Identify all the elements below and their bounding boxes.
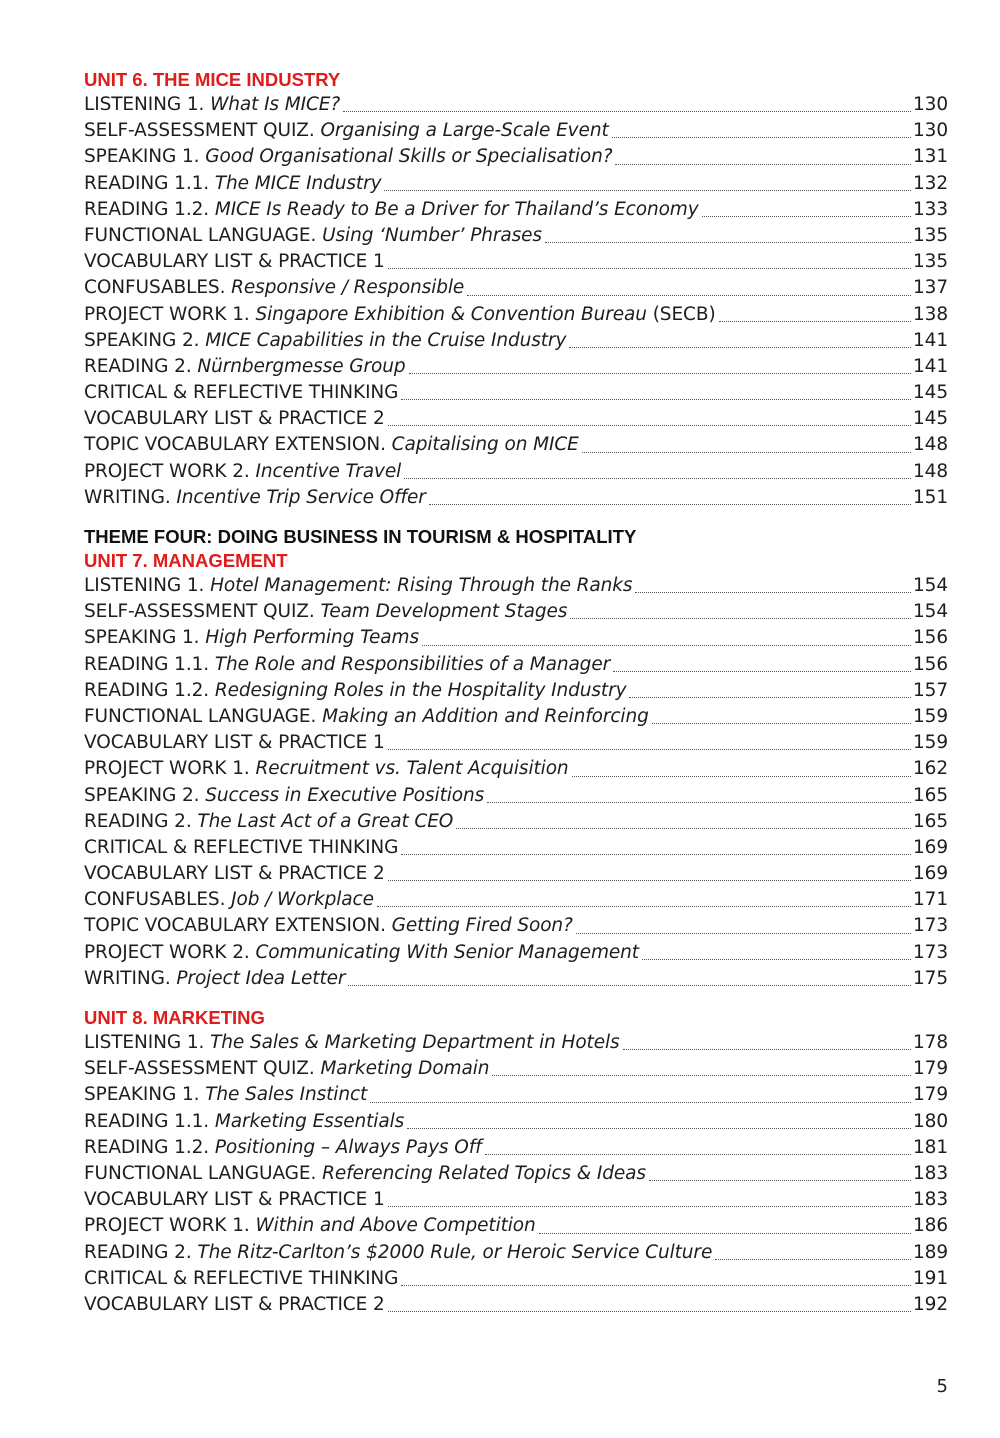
toc-entry[interactable] — [84, 704, 948, 730]
toc-page-number: 173 — [912, 941, 948, 963]
toc-entry-title: Using ‘Number’ Phrases — [322, 224, 542, 246]
dot-leader — [409, 373, 911, 374]
toc-entry[interactable] — [84, 92, 948, 118]
dot-leader — [388, 880, 911, 881]
toc-section-type: CRITICAL & REFLECTIVE THINKING — [84, 836, 399, 858]
dot-leader — [348, 985, 911, 986]
theme-four-heading: THEME FOUR: DOING BUSINESS IN TOURISM & HOSPITALITY — [84, 526, 637, 547]
unit-8-entries — [84, 1030, 948, 1318]
toc-entry-title: The Role and Responsibilities of a Manager — [214, 653, 611, 675]
dot-leader — [623, 1049, 911, 1050]
toc-entry-label — [84, 809, 453, 835]
toc-entry-label — [84, 573, 632, 599]
toc-section-type: SPEAKING 1. — [84, 1084, 200, 1106]
toc-section-type: SPEAKING 1. — [84, 627, 200, 649]
toc-section-type: LISTENING 1. — [84, 575, 205, 596]
toc-entry-title: The Last Act of a Great CEO — [197, 810, 454, 832]
toc-entry-title: The Ritz-Carlton’s $2000 Rule, or Heroic Service Culture — [197, 1241, 713, 1263]
toc-entry-label — [84, 485, 426, 511]
toc-entry-title: Project Idea Letter — [176, 967, 346, 989]
toc-entry-label — [84, 730, 385, 756]
toc-entry-label — [84, 1109, 404, 1135]
toc-entry-label — [84, 704, 649, 730]
toc-section-type: VOCABULARY LIST & PRACTICE 1 — [84, 732, 385, 754]
toc-entry[interactable] — [84, 354, 948, 380]
toc-page-number: 156 — [912, 627, 948, 649]
unit-6-entries — [84, 92, 948, 511]
toc-entry[interactable] — [84, 1109, 948, 1135]
toc-page-number: 154 — [912, 575, 948, 596]
toc-page-number: 145 — [912, 382, 948, 404]
toc-page-number: 137 — [912, 277, 948, 299]
dot-leader — [615, 164, 911, 165]
dot-leader — [388, 1206, 911, 1207]
toc-page-number: 135 — [912, 224, 948, 246]
toc-entry-title: MICE Capabilities in the Cruise Industry — [205, 329, 567, 351]
dot-leader — [485, 1154, 911, 1155]
toc-section-type: READING 1.2. — [84, 1136, 210, 1158]
toc-entry[interactable] — [84, 1030, 948, 1056]
toc-page-number: 148 — [912, 460, 948, 482]
toc-entry[interactable] — [84, 144, 948, 170]
toc-page-number: 183 — [912, 1162, 948, 1184]
toc-entry-title: The MICE Industry — [214, 172, 382, 194]
toc-entry[interactable] — [84, 406, 948, 432]
toc-entry-title: Making an Addition and Reinforcing — [322, 705, 649, 727]
toc-entry[interactable] — [84, 1082, 948, 1108]
dot-leader — [613, 671, 911, 672]
toc-entry[interactable] — [84, 1135, 948, 1161]
toc-page-number: 159 — [912, 732, 948, 754]
toc-entry-label — [84, 1292, 385, 1318]
toc-entry-title: Responsive / Responsible — [231, 277, 465, 299]
toc-section-type: CRITICAL & REFLECTIVE THINKING — [84, 382, 399, 404]
toc-page-number: 165 — [912, 810, 948, 832]
toc-section-type: VOCABULARY LIST & PRACTICE 2 — [84, 1293, 385, 1315]
toc-section-type: SELF-ASSESSMENT QUIZ. — [84, 1058, 315, 1080]
toc-entry-label — [84, 432, 579, 458]
toc-entry-label — [84, 966, 345, 992]
toc-entry[interactable] — [84, 432, 948, 458]
toc-section-type: PROJECT WORK 2. — [84, 460, 250, 482]
toc-entry-title: Singapore Exhibition & Convention Bureau — [255, 303, 647, 325]
toc-entry[interactable] — [84, 625, 948, 651]
toc-entry[interactable] — [84, 861, 948, 887]
toc-entry[interactable] — [84, 328, 948, 354]
dot-leader — [569, 347, 911, 348]
toc-entry-label — [84, 380, 398, 406]
toc-entry-title: Good Organisational Skills or Specialisation? — [205, 146, 613, 168]
toc-entry-title: Within and Above Competition — [255, 1215, 536, 1237]
toc-entry-title: Capitalising on MICE — [391, 434, 579, 456]
toc-page-number: 151 — [912, 486, 948, 508]
toc-entry[interactable] — [84, 756, 948, 782]
toc-entry-label — [84, 887, 374, 913]
toc-section-type: SPEAKING 1. — [84, 146, 200, 168]
toc-entry-label — [84, 678, 626, 704]
toc-section-type: TOPIC VOCABULARY EXTENSION. — [84, 434, 386, 456]
toc-page-number: 132 — [912, 172, 948, 194]
toc-entry-label — [84, 1266, 398, 1292]
toc-entry[interactable] — [84, 809, 948, 835]
toc-page-number: 145 — [912, 408, 948, 430]
toc-section-type: READING 1.2. — [84, 198, 210, 220]
toc-section-type: SPEAKING 2. — [84, 784, 200, 806]
toc-page-number: 189 — [912, 1241, 948, 1263]
toc-entry-title: Nürnbergmesse Group — [197, 355, 406, 377]
dot-leader — [715, 1259, 911, 1260]
toc-entry-title: Recruitment vs. Talent Acquisition — [255, 758, 569, 780]
toc-section-type: PROJECT WORK 1. — [84, 303, 250, 325]
toc-entry[interactable] — [84, 118, 948, 144]
toc-page-number: 183 — [912, 1189, 948, 1211]
toc-page-number: 154 — [912, 601, 948, 623]
toc-entry[interactable] — [84, 1161, 948, 1187]
toc-entry[interactable] — [84, 573, 948, 599]
dot-leader — [539, 1233, 911, 1234]
toc-page-number: 133 — [912, 198, 948, 220]
toc-entry-title: Redesigning Roles in the Hospitality Industry — [214, 679, 627, 701]
dot-leader — [377, 906, 911, 907]
toc-section-type: READING 2. — [84, 1241, 192, 1263]
toc-entry-title: Team Development Stages — [320, 601, 568, 623]
toc-entry[interactable] — [84, 730, 948, 756]
dot-leader — [612, 137, 911, 138]
toc-section-type: LISTENING 1. — [84, 94, 205, 115]
toc-page-number: 141 — [912, 355, 948, 377]
toc-entry-label — [84, 144, 612, 170]
toc-entry[interactable] — [84, 835, 948, 861]
toc-page-number: 157 — [912, 679, 948, 701]
toc-entry[interactable] — [84, 599, 948, 625]
toc-section-type: CONFUSABLES. — [84, 889, 226, 911]
toc-entry-title: Organising a Large-Scale Event — [320, 120, 609, 142]
dot-leader — [401, 399, 911, 400]
toc-page-number: 180 — [912, 1110, 948, 1132]
dot-leader — [388, 268, 911, 269]
toc-entry-label — [84, 1187, 385, 1213]
dot-leader — [388, 425, 911, 426]
toc-page-number: 135 — [912, 251, 948, 273]
toc-entry[interactable] — [84, 1240, 948, 1266]
dot-leader — [635, 592, 911, 593]
dot-leader — [401, 1285, 911, 1286]
dot-leader — [384, 190, 911, 191]
toc-section-type: VOCABULARY LIST & PRACTICE 2 — [84, 408, 385, 430]
toc-entry[interactable] — [84, 197, 948, 223]
toc-entry-label — [84, 783, 484, 809]
toc-entry-label — [84, 197, 699, 223]
toc-section-type: SELF-ASSESSMENT QUIZ. — [84, 120, 315, 142]
toc-section-type: WRITING. — [84, 967, 171, 989]
toc-entry-title: Referencing Related Topics & Ideas — [322, 1162, 646, 1184]
toc-page-number: 130 — [912, 120, 948, 142]
toc-entry[interactable] — [84, 1213, 948, 1239]
dot-leader — [456, 828, 911, 829]
toc-entry-title: Marketing Essentials — [214, 1110, 405, 1132]
toc-entry-title: Communicating With Senior Management — [255, 941, 639, 963]
toc-page-number: 156 — [912, 653, 948, 675]
unit-8-heading: UNIT 8. MARKETING — [84, 1007, 265, 1028]
unit-7-entries — [84, 573, 948, 992]
toc-entry-label — [84, 249, 385, 275]
dot-leader — [649, 1180, 911, 1181]
toc-entry[interactable] — [84, 783, 948, 809]
dot-leader — [343, 111, 911, 112]
dot-leader — [492, 1075, 911, 1076]
toc-page-number: 178 — [912, 1032, 948, 1053]
toc-page-number: 175 — [912, 967, 948, 989]
dot-leader — [407, 1128, 911, 1129]
toc-page-number: 179 — [912, 1084, 948, 1106]
toc-entry-label — [84, 354, 406, 380]
toc-entry-label — [84, 940, 639, 966]
toc-section-type: LISTENING 1. — [84, 1032, 205, 1053]
toc-section-type: SELF-ASSESSMENT QUIZ. — [84, 601, 315, 623]
toc-entry[interactable] — [84, 380, 948, 406]
dot-leader — [576, 933, 911, 934]
dot-leader — [702, 216, 911, 217]
toc-section-type: CONFUSABLES. — [84, 277, 226, 299]
dot-leader — [388, 1311, 911, 1312]
dot-leader — [388, 749, 911, 750]
toc-section-type: SPEAKING 2. — [84, 329, 200, 351]
dot-leader — [545, 242, 911, 243]
toc-entry-label — [84, 1030, 620, 1056]
toc-page-number: 130 — [912, 94, 948, 115]
toc-entry-label — [84, 599, 567, 625]
toc-entry[interactable] — [84, 678, 948, 704]
toc-page-number: 138 — [912, 303, 948, 325]
dot-leader — [429, 504, 911, 505]
toc-entry-title: The Sales & Marketing Department in Hotels — [210, 1032, 620, 1053]
toc-entry-label — [84, 406, 385, 432]
toc-entry-label — [84, 1056, 489, 1082]
toc-entry[interactable] — [84, 223, 948, 249]
toc-section-type: FUNCTIONAL LANGUAGE. — [84, 1162, 317, 1184]
toc-entry[interactable] — [84, 887, 948, 913]
toc-entry-label — [84, 1213, 536, 1239]
toc-page-number: 179 — [912, 1058, 948, 1080]
toc-page-number: 171 — [912, 889, 948, 911]
toc-section-type: READING 1.2. — [84, 679, 210, 701]
toc-entry-label — [84, 1082, 367, 1108]
toc-entry-title: Getting Fired Soon? — [391, 915, 573, 937]
toc-section-type: VOCABULARY LIST & PRACTICE 2 — [84, 863, 385, 885]
toc-entry-label — [84, 92, 340, 118]
dot-leader — [401, 854, 911, 855]
toc-page-number: 181 — [912, 1136, 948, 1158]
toc-section-type: CRITICAL & REFLECTIVE THINKING — [84, 1267, 399, 1289]
dot-leader — [487, 802, 911, 803]
toc-entry[interactable] — [84, 302, 948, 328]
toc-entry-title: Marketing Domain — [320, 1058, 490, 1080]
toc-entry-label — [84, 328, 566, 354]
toc-section-type: PROJECT WORK 1. — [84, 1215, 250, 1237]
toc-entry[interactable] — [84, 1266, 948, 1292]
toc-entry[interactable] — [84, 171, 948, 197]
toc-entry-label — [84, 625, 419, 651]
toc-page-number: 191 — [912, 1267, 948, 1289]
toc-entry-label — [84, 459, 401, 485]
toc-entry[interactable] — [84, 1292, 948, 1318]
toc-entry[interactable] — [84, 940, 948, 966]
toc-entry-label — [84, 1135, 482, 1161]
dot-leader — [404, 478, 911, 479]
toc-entry-label — [84, 275, 464, 301]
toc-page-number: 148 — [912, 434, 948, 456]
toc-entry[interactable] — [84, 459, 948, 485]
dot-leader — [629, 697, 911, 698]
toc-section-type: PROJECT WORK 1. — [84, 758, 250, 780]
toc-page-number: 159 — [912, 705, 948, 727]
toc-page-number: 169 — [912, 863, 948, 885]
toc-page-number: 141 — [912, 329, 948, 351]
toc-entry-title: Incentive Travel — [255, 460, 402, 482]
toc-entry-label — [84, 756, 569, 782]
dot-leader — [422, 645, 911, 646]
dot-leader — [467, 295, 911, 296]
table-of-contents — [84, 68, 948, 1318]
toc-section-type: FUNCTIONAL LANGUAGE. — [84, 224, 317, 246]
toc-entry-label — [84, 1240, 712, 1266]
toc-entry-title: Success in Executive Positions — [205, 784, 485, 806]
toc-entry-label — [84, 118, 609, 144]
dot-leader — [719, 321, 911, 322]
toc-entry[interactable] — [84, 913, 948, 939]
dot-leader — [582, 452, 911, 453]
toc-entry-label — [84, 861, 385, 887]
toc-entry-extra: (SECB) — [652, 303, 716, 325]
toc-section-type: VOCABULARY LIST & PRACTICE 1 — [84, 1189, 385, 1211]
toc-page-number: 165 — [912, 784, 948, 806]
toc-entry-title: The Sales Instinct — [205, 1084, 368, 1106]
toc-page-number: 186 — [912, 1215, 948, 1237]
unit-6-heading: UNIT 6. THE MICE INDUSTRY — [84, 69, 341, 90]
toc-entry[interactable] — [84, 966, 948, 992]
toc-section-type: VOCABULARY LIST & PRACTICE 1 — [84, 251, 385, 273]
toc-entry-label — [84, 835, 398, 861]
toc-entry-title: What Is MICE? — [210, 94, 341, 115]
toc-entry-label — [84, 302, 716, 328]
toc-entry-label — [84, 913, 573, 939]
toc-section-type: PROJECT WORK 2. — [84, 941, 250, 963]
toc-entry-title: Positioning – Always Pays Off — [214, 1136, 482, 1158]
toc-page-number: 173 — [912, 915, 948, 937]
toc-entry-title: Hotel Management: Rising Through the Ranks — [210, 575, 633, 596]
toc-entry[interactable] — [84, 652, 948, 678]
toc-section-type: READING 1.1. — [84, 1110, 210, 1132]
dot-leader — [652, 723, 911, 724]
toc-section-type: READING 2. — [84, 355, 192, 377]
toc-entry-title: MICE Is Ready to Be a Driver for Thailand’s Economy — [214, 198, 699, 220]
dot-leader — [572, 776, 911, 777]
toc-entry-title: High Performing Teams — [205, 627, 420, 649]
toc-page-number: 169 — [912, 836, 948, 858]
toc-page-number: 162 — [912, 758, 948, 780]
toc-entry-label — [84, 171, 381, 197]
toc-entry-label — [84, 652, 610, 678]
toc-entry-label — [84, 223, 542, 249]
toc-page-number: 131 — [912, 146, 948, 168]
toc-entry-title: Job / Workplace — [231, 889, 374, 911]
toc-section-type: TOPIC VOCABULARY EXTENSION. — [84, 915, 386, 937]
toc-section-type: READING 1.1. — [84, 653, 210, 675]
toc-entry[interactable] — [84, 1187, 948, 1213]
dot-leader — [370, 1102, 911, 1103]
toc-entry-title: Incentive Trip Service Offer — [176, 486, 426, 508]
toc-entry[interactable] — [84, 1056, 948, 1082]
dot-leader — [642, 959, 911, 960]
toc-section-type: READING 2. — [84, 810, 192, 832]
toc-page-number: 192 — [912, 1293, 948, 1315]
toc-entry[interactable] — [84, 485, 948, 511]
toc-section-type: READING 1.1. — [84, 172, 210, 194]
toc-entry[interactable] — [84, 249, 948, 275]
toc-section-type: WRITING. — [84, 486, 171, 508]
toc-entry-label — [84, 1161, 646, 1187]
toc-entry[interactable] — [84, 275, 948, 301]
unit-7-heading: UNIT 7. MANAGEMENT — [84, 550, 288, 571]
dot-leader — [570, 618, 911, 619]
page-number: 5 — [936, 1376, 948, 1397]
toc-section-type: FUNCTIONAL LANGUAGE. — [84, 705, 317, 727]
